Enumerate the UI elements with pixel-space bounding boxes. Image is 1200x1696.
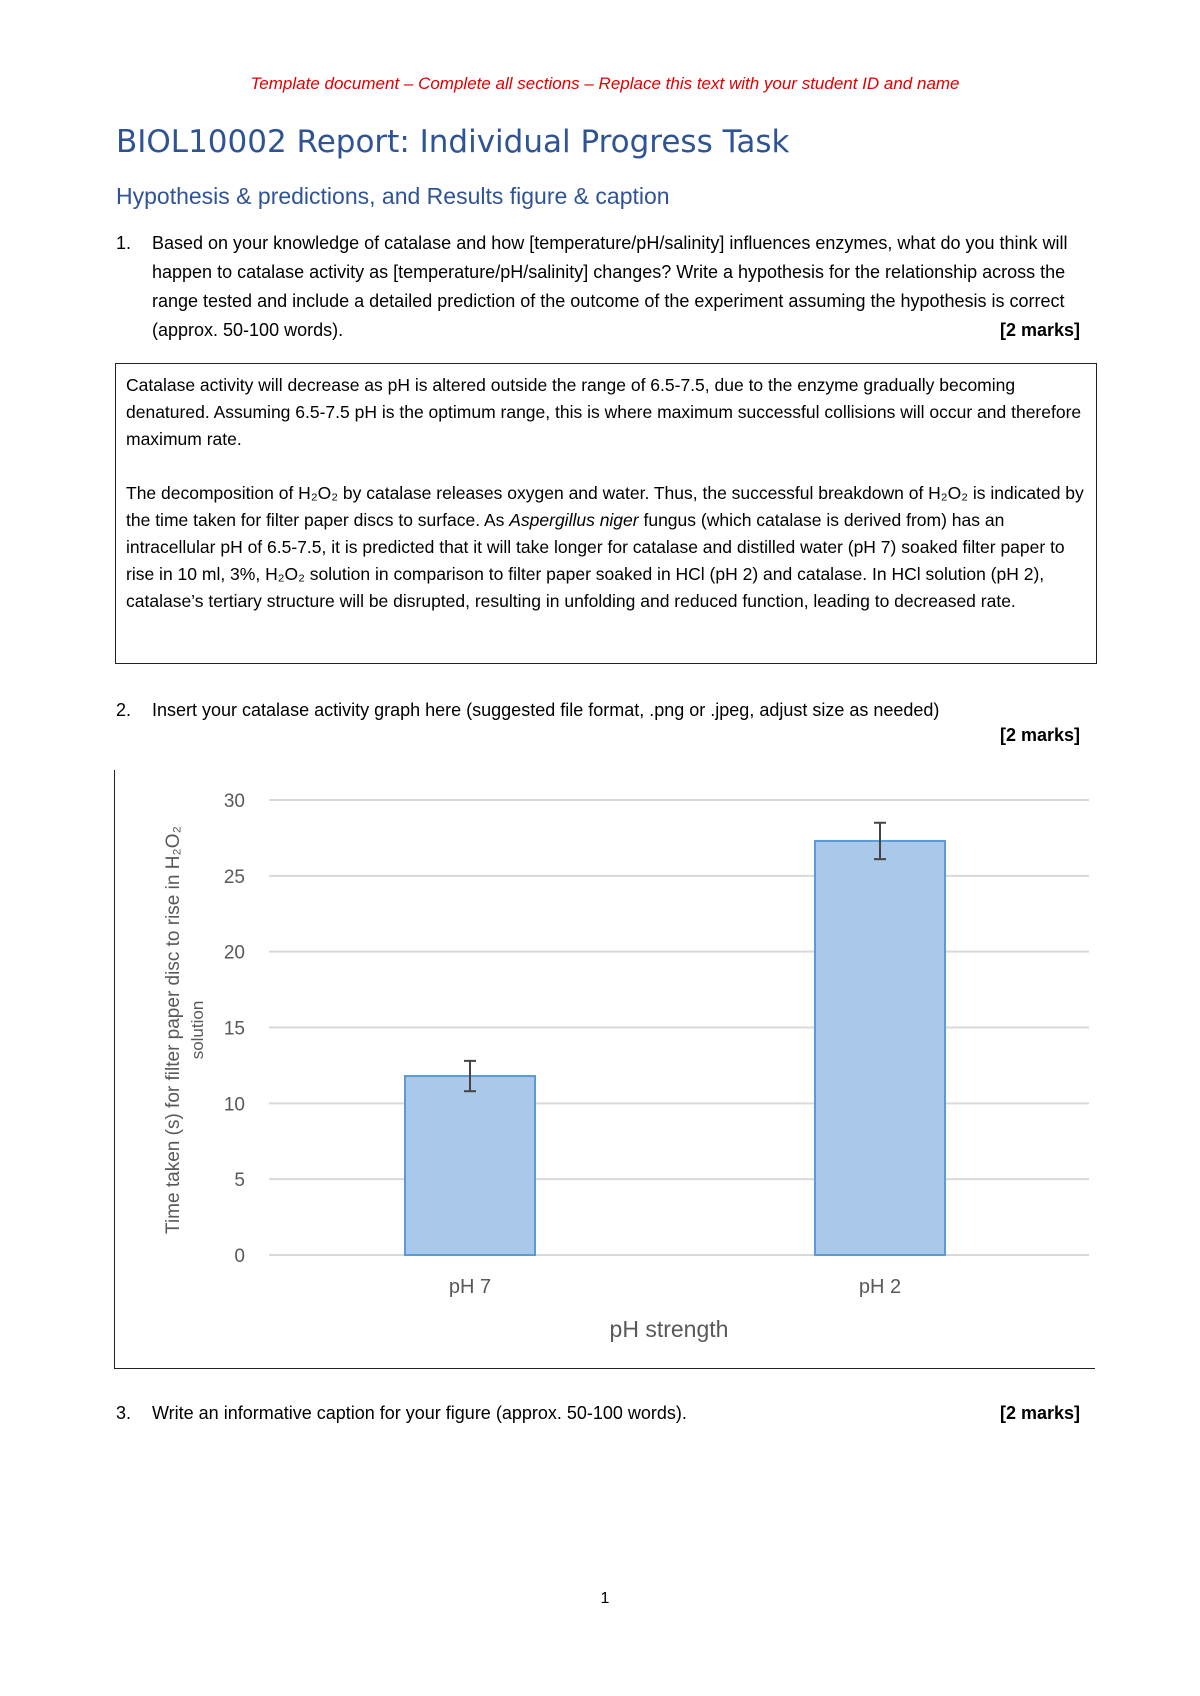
chart-container bbox=[114, 770, 1095, 1369]
question-text: Write an informative caption for your figure (approx. 50-100 words). bbox=[152, 1403, 687, 1423]
marks-label: [2 marks] bbox=[999, 725, 1080, 745]
marks-label: [2 marks] bbox=[999, 1403, 1080, 1423]
question-2 bbox=[116, 696, 1080, 725]
question-1 bbox=[116, 229, 1080, 345]
species-name: Aspergillus niger bbox=[509, 510, 639, 530]
bar-chart bbox=[115, 770, 1095, 1368]
answer-text: fungus (which catalase is derived from) has an intracellular pH of 6.5-7.5, it is predicted that it will take longer for catalase and distilled water (pH 7) soaked filter paper to rise in 10 ml, 3%, H₂O₂ solution in comparison to filter paper soaked in HCl (pH 2) and catalase. In HCl solution (pH 2), catalase’s tertiary structure will be disrupted, resulting in unfolding and reduced function, leading to decreased rate. bbox=[126, 510, 1065, 611]
y-tick-label: 0 bbox=[234, 1246, 245, 1267]
template-note: Template document – Complete all sections – Replace this text with your student ID and name bbox=[250, 74, 960, 93]
question-text: Based on your knowledge of catalase and how [temperature/pH/salinity] influences enzymes, what do you think will happen to catalase activity as [temperature/pH/salinity] changes? Write a hypothesis for the relationship across the range tested and include a detailed prediction of the outcome of the experiment assuming the hypothesis is correct (approx. 50-100 words). bbox=[152, 233, 1068, 340]
page-number: 1 bbox=[600, 1590, 610, 1607]
bar bbox=[405, 1076, 535, 1255]
x-tick-label: pH 2 bbox=[858, 1276, 902, 1298]
x-tick-label: pH 7 bbox=[448, 1276, 492, 1298]
y-tick-label: 10 bbox=[223, 1094, 245, 1116]
question-number: 2. bbox=[116, 700, 132, 720]
y-axis-title: Time taken (s) for filter paper disc to rise in H₂O₂ bbox=[163, 826, 184, 1234]
y-axis-title: solution bbox=[188, 1000, 207, 1060]
y-tick-label: 20 bbox=[223, 942, 245, 964]
y-tick-label: 5 bbox=[234, 1170, 245, 1192]
x-axis-title: pH strength bbox=[609, 1316, 729, 1342]
answer-paragraph-1: Catalase activity will decrease as pH is altered outside the range of 6.5-7.5, due to the enzyme gradually becoming denatured. Assuming 6.5-7.5 pH is the optimum range, this is where maximum successful collisions will occur and therefore maximum rate. bbox=[126, 375, 1082, 449]
answer-paragraph-2 bbox=[126, 480, 1088, 615]
y-tick-label: 25 bbox=[223, 866, 245, 888]
question-number: 3. bbox=[116, 1403, 132, 1423]
answer-text: The decomposition of H₂O₂ by catalase releases oxygen and water. Thus, the successful breakdown of H₂O₂ is indicated by the time taken for filter paper discs to surface. As bbox=[126, 483, 1084, 530]
y-tick-label: 15 bbox=[223, 1018, 245, 1040]
bar bbox=[815, 841, 945, 1255]
marks-label: [2 marks] bbox=[999, 320, 1080, 340]
section-heading: Hypothesis & predictions, and Results figure & caption bbox=[116, 183, 670, 209]
y-tick-label: 30 bbox=[223, 791, 245, 812]
question-3 bbox=[116, 1399, 1080, 1428]
question-text: Insert your catalase activity graph here (suggested file format, .png or .jpeg, adjust size as needed) bbox=[152, 700, 940, 720]
question-number: 1. bbox=[116, 233, 132, 253]
page-title: BIOL10002 Report: Individual Progress Task bbox=[116, 124, 790, 160]
answer-box[interactable] bbox=[115, 363, 1097, 664]
